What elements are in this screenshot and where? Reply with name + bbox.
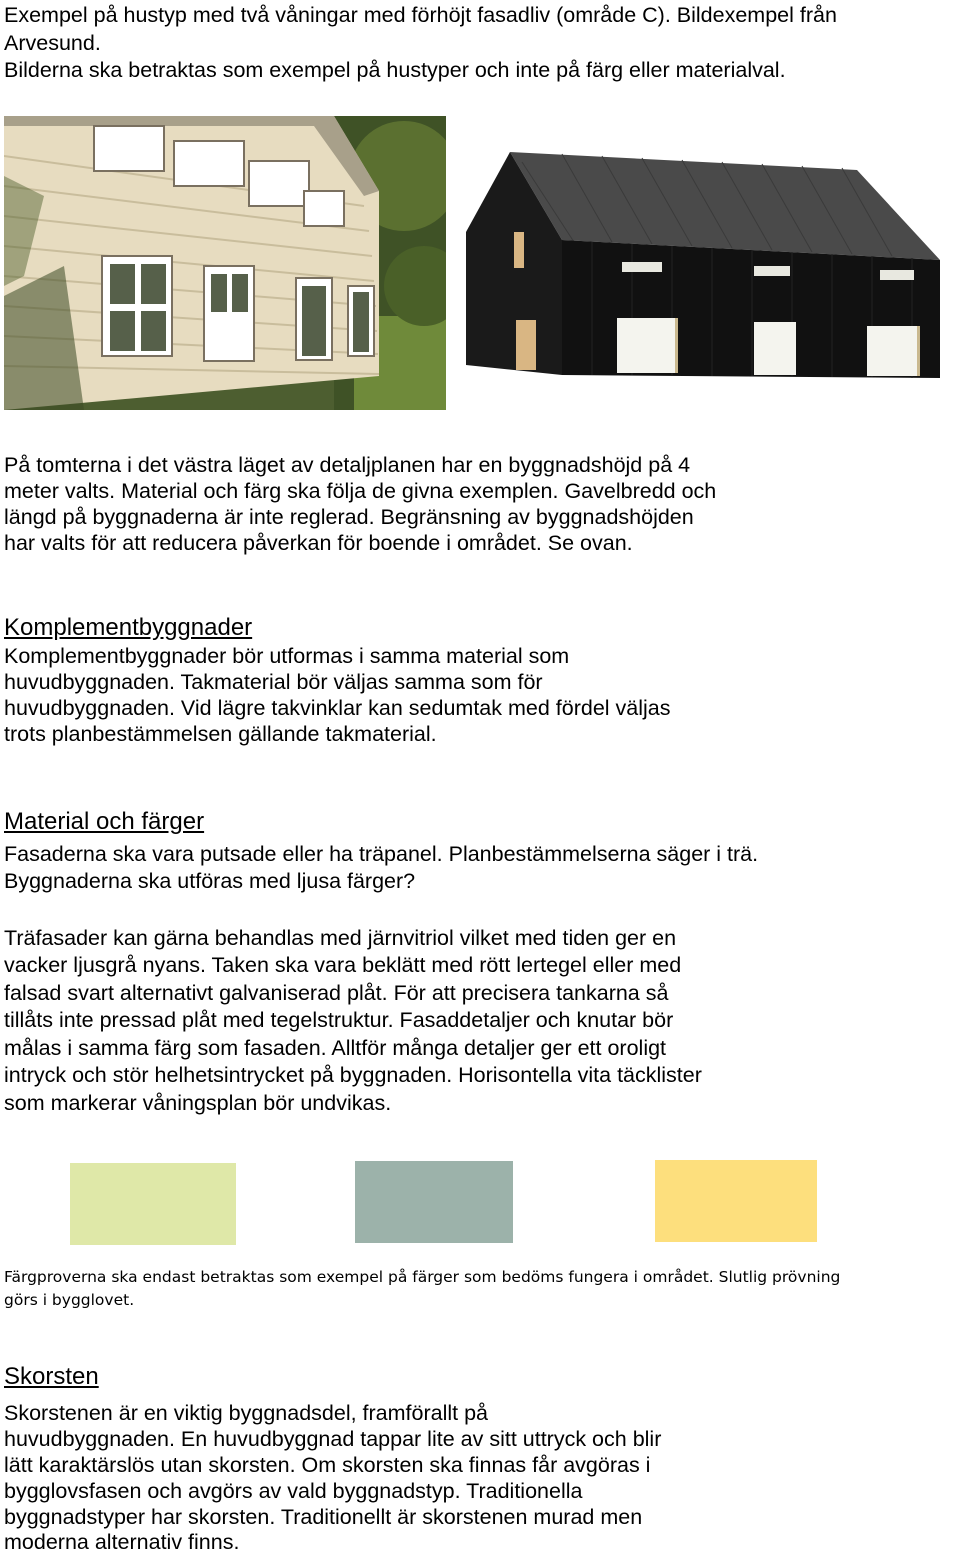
- intro-line: Bilderna ska betraktas som exempel på hustyper och inte på färg eller materialval.: [4, 58, 786, 82]
- color-swatch-yellow-green: [70, 1163, 236, 1245]
- material-heading: Material och färger: [4, 808, 205, 835]
- skorsten-line: byggnadstyper har skorsten. Traditionellt är skorstenen murad men: [4, 1505, 643, 1529]
- material-detail-line: tillåts inte pressad plåt med tegelstruktur. Fasaddetaljer och knutar bör: [4, 1008, 674, 1032]
- height-paragraph-line: På tomterna i det västra läget av detaljplanen har en byggnadshöjd på 4: [4, 453, 691, 477]
- material-detail-line: Träfasader kan gärna behandlas med järnvitriol vilket med tiden ger en: [4, 926, 677, 950]
- skorsten-line: bygglovsfasen och avgörs av vald byggnadstyp. Traditionella: [4, 1479, 583, 1503]
- height-paragraph-line: har valts för att reducera påverkan för boende i området. Se ovan.: [4, 531, 633, 555]
- skorsten-line: Skorstenen är en viktig byggnadsdel, framförallt på: [4, 1401, 489, 1425]
- swatch-note-line: Färgproverna ska endast betraktas som exempel på färger som bedöms fungera i området. Slutlig prövning: [4, 1268, 841, 1286]
- material-detail-line: intryck och stör helhetsintrycket på byggnaden. Horisontella vita täcklister: [4, 1063, 702, 1087]
- skorsten-line: moderna alternativ finns.: [4, 1530, 240, 1554]
- komplement-heading: Komplementbyggnader: [4, 614, 253, 641]
- height-paragraph-line: meter valts. Material och färg ska följa de givna exemplen. Gavelbredd och: [4, 479, 717, 503]
- color-swatch-grey-green: [355, 1161, 513, 1243]
- material-line: Byggnaderna ska utföras med ljusa färger?: [4, 869, 416, 893]
- height-paragraph-line: längd på byggnaderna är inte reglerad. Begränsning av byggnadshöjden: [4, 505, 694, 529]
- skorsten-line: lätt karaktärslös utan skorsten. Om skorsten ska finnas får avgöras i: [4, 1453, 651, 1477]
- material-detail-line: vacker ljusgrå nyans. Taken ska vara beklätt med rött lertegel eller med: [4, 953, 682, 977]
- material-detail-line: som markerar våningsplan bör undvikas.: [4, 1091, 392, 1115]
- komplement-line: huvudbyggnaden. Vid lägre takvinklar kan sedumtak med fördel väljas: [4, 696, 671, 720]
- color-swatch-yellow: [655, 1160, 817, 1242]
- house-render-black: [462, 140, 950, 388]
- house-photo-light: [4, 116, 446, 410]
- komplement-line: Komplementbyggnader bör utformas i samma material som: [4, 644, 570, 668]
- material-detail-line: falsad svart alternativt galvaniserad plåt. För att precisera tankarna så: [4, 981, 669, 1005]
- komplement-line: trots planbestämmelsen gällande takmaterial.: [4, 722, 437, 746]
- skorsten-line: huvudbyggnaden. En huvudbyggnad tappar lite av sitt uttryck och blir: [4, 1427, 662, 1451]
- skorsten-heading: Skorsten: [4, 1363, 99, 1390]
- material-detail-line: målas i samma färg som fasaden. Alltför många detaljer ger ett oroligt: [4, 1036, 667, 1060]
- house-render-black-image: [462, 140, 950, 388]
- house-photo-light-image: [4, 116, 446, 410]
- komplement-line: huvudbyggnaden. Takmaterial bör väljas samma som för: [4, 670, 543, 694]
- swatch-note-line: görs i bygglovet.: [4, 1291, 135, 1309]
- material-line: Fasaderna ska vara putsade eller ha träpanel. Planbestämmelserna säger i trä.: [4, 842, 759, 866]
- intro-line: Exempel på hustyp med två våningar med förhöjt fasadliv (område C). Bildexempel från: [4, 3, 837, 27]
- intro-line: Arvesund.: [4, 31, 101, 55]
